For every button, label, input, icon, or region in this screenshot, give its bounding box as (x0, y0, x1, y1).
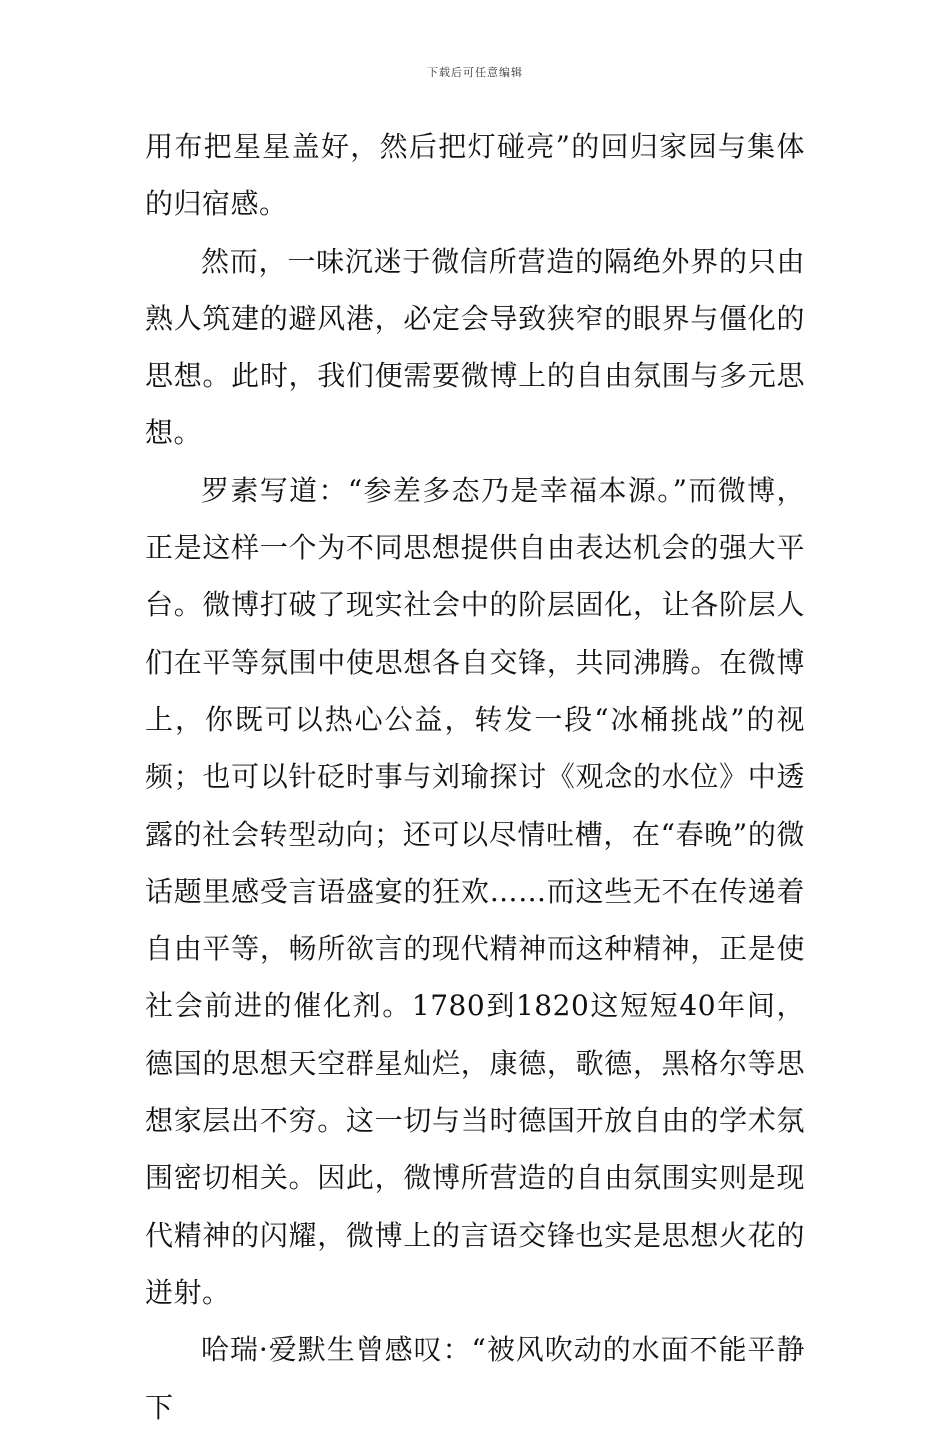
paragraph-emerson-quote: 哈瑞·爱默生曾感叹：“被风吹动的水面不能平静下 (145, 1333, 805, 1424)
paragraph-wechat-criticism: 然而，一味沉迷于微信所营造的隔绝外界的只由熟人筑建的避风港，必定会导致狭窄的眼界与僵化的思想。此时，我们便需要微博上的自由氛围与多元思想。 (145, 244, 805, 450)
paragraph-continuation: 用布把星星盖好，然后把灯碰亮”的回归家园与集体的归宿感。 (145, 130, 805, 221)
document-body (145, 118, 805, 1436)
paragraph-weibo-freedom: 罗素写道：“参差多态乃是幸福本源。”而微博，正是这样一个为不同思想提供自由表达机会的强大平台。微博打破了现实社会中的阶层固化，让各阶层人们在平等氛围中使思想各自交锋，共同沸腾。在微博上，你既可以热心公益，转发一段“冰桶挑战”的视频；也可以针砭时事与刘瑜探讨《观念的水位》中透露的社会转型动向；还可以尽情吐槽，在“春晚”的微话题里感受言语盛宴的狂欢……而这些无不在传递着自由平等，畅所欲言的现代精神而这种精神，正是使社会前进的催化剂。1780到1820这短短40年间，德国的思想天空群星灿烂，康德，歌德，黑格尔等思想家层出不穷。这一切与当时德国开放自由的学术氛围密切相关。因此，微博所营造的自由氛围实则是现代精神的闪耀，微博上的言语交锋也实是思想火花的迸射。 (145, 473, 805, 1309)
page-header: 下载后可任意编辑 (427, 66, 523, 79)
